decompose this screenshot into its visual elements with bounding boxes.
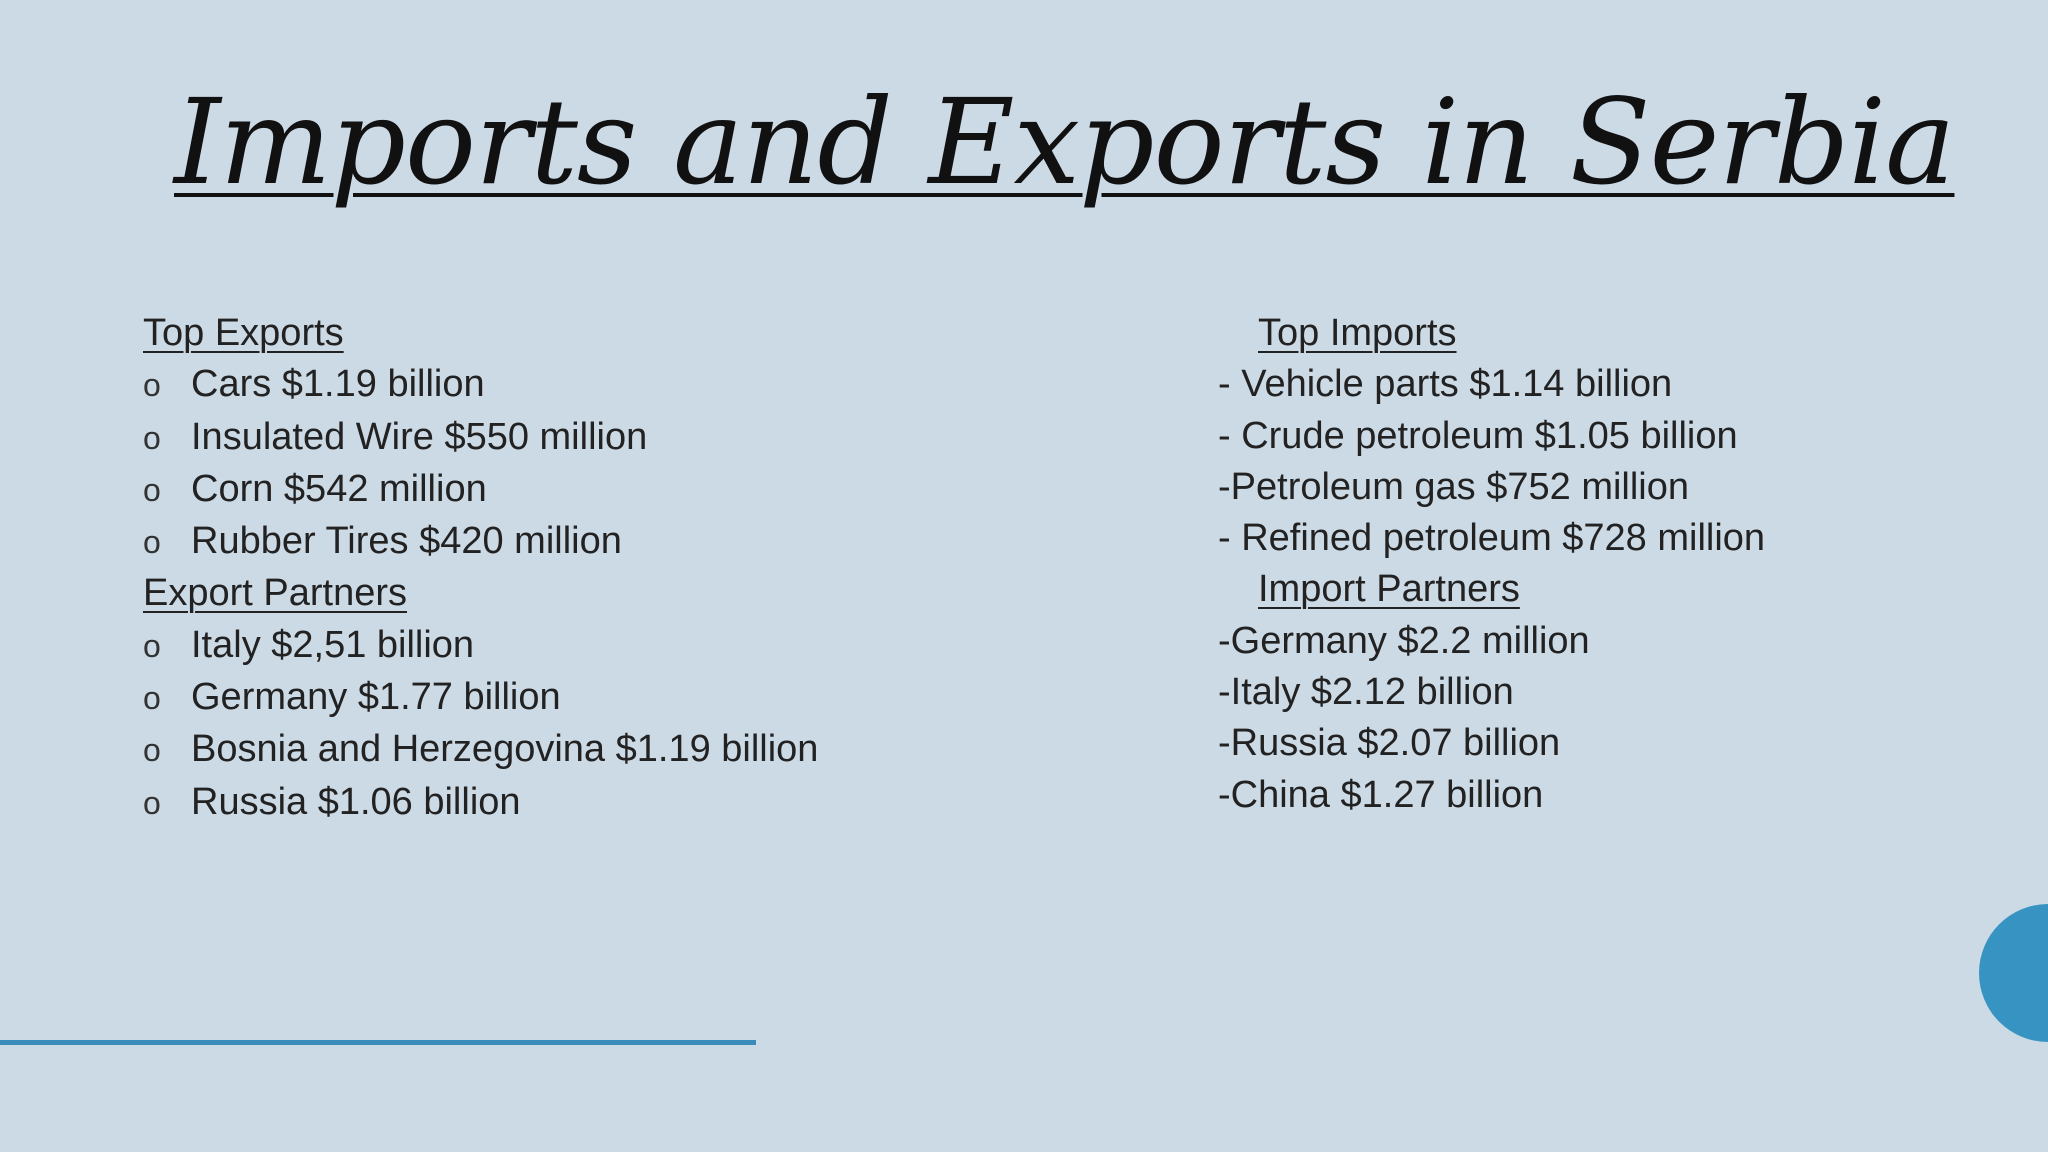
export-item-text: Rubber Tires $420 million [191, 520, 622, 563]
exports-column [143, 308, 818, 829]
export-partner-text: Russia $1.06 billion [191, 780, 521, 823]
imports-column [1218, 308, 1765, 821]
export-partners-list [143, 620, 818, 829]
import-partner-item: -Italy $2.12 billion [1218, 671, 1514, 714]
list-item [143, 464, 818, 516]
export-item-text: Cars $1.19 billion [191, 363, 485, 406]
import-partner-item: -Germany $2.2 million [1218, 619, 1590, 662]
top-exports-list [143, 359, 818, 568]
top-exports-heading: Top Exports [143, 312, 344, 354]
circle-bullet-icon: o [143, 784, 161, 821]
list-item [143, 359, 818, 411]
list-item [143, 516, 818, 568]
import-item: - Vehicle parts $1.14 billion [1218, 363, 1673, 406]
circle-bullet-icon: o [143, 419, 161, 456]
circle-bullet-icon: o [143, 680, 161, 717]
export-partners-heading: Export Partners [143, 572, 407, 615]
export-partner-text: Bosnia and Herzegovina $1.19 billion [191, 728, 819, 771]
circle-bullet-icon: o [143, 471, 161, 508]
list-item [143, 672, 818, 724]
export-item-text: Insulated Wire $550 million [191, 415, 648, 458]
circle-bullet-icon: o [143, 732, 161, 769]
circle-bullet-icon: o [143, 524, 161, 561]
circle-bullet-icon: o [143, 367, 161, 404]
export-item-text: Corn $542 million [191, 467, 487, 510]
list-item [143, 724, 818, 776]
top-imports-heading: Top Imports [1258, 312, 1457, 354]
decorative-circle [1979, 904, 2048, 1042]
import-partner-item: -China $1.27 billion [1218, 773, 1544, 816]
list-item [143, 412, 818, 464]
import-item: -Petroleum gas $752 million [1218, 465, 1690, 508]
import-partner-item: -Russia $2.07 billion [1218, 722, 1561, 765]
export-partner-text: Italy $2,51 billion [191, 623, 475, 666]
slide-title: Imports and Exports in Serbia [174, 73, 1955, 211]
import-item: - Refined petroleum $728 million [1218, 517, 1766, 560]
decorative-line [0, 1040, 756, 1045]
list-item [143, 620, 818, 672]
circle-bullet-icon: o [143, 627, 161, 664]
import-item: - Crude petroleum $1.05 billion [1218, 414, 1738, 457]
export-partner-text: Germany $1.77 billion [191, 676, 561, 719]
list-item [143, 777, 818, 829]
import-partners-heading: Import Partners [1258, 568, 1520, 611]
